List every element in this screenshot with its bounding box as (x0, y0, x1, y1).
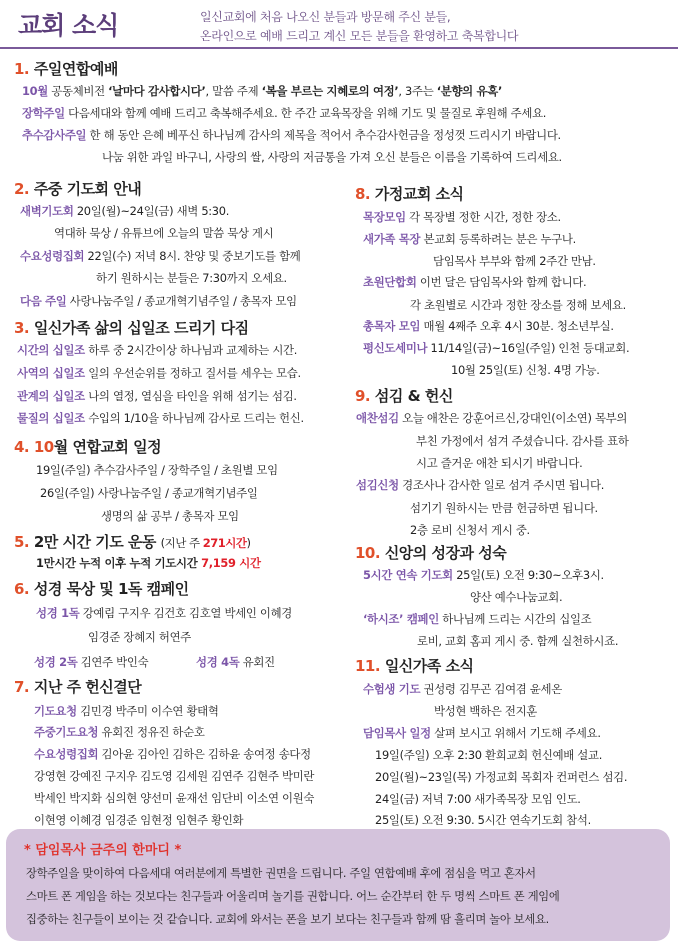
text: ‘분향의 유혹’ (436, 84, 502, 98)
s2-label: 새벽기도회 (20, 204, 74, 218)
section-4-heading (14, 436, 161, 457)
header-subtitle (200, 8, 518, 46)
section-3-heading (14, 317, 249, 338)
s6-label: 성경 1독 (36, 606, 80, 620)
s9-line-6: 2층 로비 신청서 게시 중. (410, 523, 530, 537)
s2-line-3 (20, 249, 300, 263)
s10-line-1 (363, 568, 604, 582)
s6-label: 성경 2독 (34, 655, 78, 669)
s6-line-3b (196, 655, 275, 669)
section-number: 5. (14, 533, 30, 551)
section-title: 월 연합교회 일정 (53, 438, 162, 456)
s11-line-6: 24일(금) 저녁 7:00 새가족목장 모임 인도. (375, 792, 581, 806)
s2-line-5 (20, 294, 297, 308)
text: ‘날마다 감사합시다’ (108, 84, 206, 98)
section-number: 3. (14, 319, 30, 337)
s10-line-4: 로비, 교회 홈피 게시 중. 함께 실천하시죠. (417, 634, 619, 648)
s7-line-2 (34, 725, 205, 739)
s2-label: 다음 주일 (20, 294, 67, 308)
text: ) (246, 536, 251, 550)
s8-label: 평신도세미나 (363, 341, 428, 355)
section-title: 주중 기도회 안내 (33, 180, 142, 198)
s9-line-1 (356, 411, 627, 425)
s9-label: 섬김신청 (356, 478, 399, 492)
s2-line-2: 역대하 묵상 / 유튜브에 오늘의 말씀 묵상 게시 (54, 226, 274, 240)
section-title: 성경 묵상 및 1독 캠페인 (33, 580, 189, 598)
s7-line-4: 강영현 강예진 구지우 김도영 김세원 김연주 김현주 박미란 (34, 769, 315, 783)
s9-line-4 (356, 478, 604, 492)
section-title: 일신가족 삶의 십일조 드리기 다짐 (33, 319, 249, 337)
text: 김아윤 김아인 김하은 김하윤 송여정 송다정 (98, 747, 311, 761)
s9-label: 애찬섬김 (356, 411, 399, 425)
s6-line-3 (34, 655, 148, 669)
text: 김연주 박인숙 (77, 655, 149, 669)
section-1-heading (14, 58, 118, 79)
s11-line-3 (363, 726, 601, 740)
s7-label: 수요성령집회 (34, 747, 99, 761)
s10-line-3 (363, 612, 591, 626)
section-11-heading (355, 655, 473, 676)
text: 사랑나눔주일 / 종교개혁기념주일 / 총목자 모임 (66, 294, 297, 308)
s4-line-1: 19일(주일) 추수감사주일 / 장학주일 / 초원별 모임 (36, 463, 278, 477)
section-title: 가정교회 소식 (374, 185, 464, 203)
section-number: 1. (14, 60, 30, 78)
s7-line-3 (34, 747, 311, 761)
s1-label: 장학주일 (22, 106, 65, 120)
s7-label: 주중기도요청 (34, 725, 99, 739)
text: 오늘 애찬은 강훈어르신,강대인(이소연) 목부의 (398, 411, 628, 425)
s9-line-5: 섬기기 원하시는 만큼 헌금하면 됩니다. (410, 501, 598, 515)
pastor-message-line-1: 장학주일을 맞이하여 다음세대 여러분에게 특별한 권면을 드립니다. 주일 연합예배 후에 점심을 먹고 혼자서 (26, 867, 536, 880)
text: , 3주는 (398, 84, 437, 98)
pastor-message-line-3: 집중하는 친구들이 보이는 것 같습니다. 교회에 와서는 폰을 보기 보다는 친구들과 함께 땀 흘리며 놀아 보세요. (26, 913, 549, 926)
section-5-heading (14, 531, 251, 552)
s2-line-1 (20, 204, 229, 218)
section-10-heading (355, 542, 506, 563)
text: 25일(토) 오전 9:30~오후3시. (452, 568, 604, 582)
s10-line-2: 양산 예수나눔교회. (470, 590, 563, 604)
text: 하나님께 드리는 시간의 십일조 (438, 612, 592, 626)
section-title: 지난 주 헌신결단 (33, 678, 142, 696)
pastor-message-box (6, 829, 670, 941)
text: 살펴 보시고 위해서 기도해 주세요. (430, 726, 601, 740)
text: ‘복을 부르는 지혜로의 여정’ (261, 84, 399, 98)
text: 11/14일(금)~16일(주일) 인천 등대교회. (427, 341, 630, 355)
section-number: 10. (355, 544, 381, 562)
s11-label: 담임목사 일정 (363, 726, 431, 740)
text: 일의 우선순위를 정하고 질서를 세우는 모습. (84, 366, 301, 380)
s2-line-4: 하기 원하시는 분들은 7:30까지 오세요. (96, 271, 287, 285)
s4-line-2: 26일(주일) 사랑나눔주일 / 종교개혁기념주일 (40, 486, 258, 500)
s1-label: 추수감사주일 (22, 128, 87, 142)
text: 김민경 박주미 이수연 황태혁 (76, 704, 219, 718)
text: 본교회 등록하려는 분은 누구나. (420, 232, 576, 246)
subtitle-line-1: 일신교회에 처음 나오신 분들과 방문해 주신 분들, (200, 10, 451, 24)
s7-label: 기도요청 (34, 704, 77, 718)
s1-line-1 (22, 84, 502, 98)
section-8-heading (355, 183, 464, 204)
s11-label: 수험생 기도 (363, 682, 421, 696)
s3-label: 시간의 십일조 (17, 343, 85, 357)
s8-line-2 (363, 232, 576, 246)
section-2-heading (14, 178, 141, 199)
pastor-message-line-2: 스마트 폰 게임을 하는 것보다는 친구들과 어울리며 놀기를 권합니다. 어느 순간부터 한 두 명씩 스마트 폰 게임에 (26, 890, 560, 903)
s1-line-3 (22, 128, 561, 142)
s9-line-2: 부친 가정에서 섬겨 주셨습니다. 감사를 표하 (416, 434, 629, 448)
s8-label: 총목자 모임 (363, 319, 421, 333)
section-number: 4. (14, 438, 30, 456)
text: 공동체비전 (47, 84, 109, 98)
s6-line-1 (36, 606, 292, 620)
text: (지난 주 (160, 536, 203, 550)
s8-line-1 (363, 210, 561, 224)
section-number: 8. (355, 185, 371, 203)
text: 이번 달은 담임목사와 함께 합니다. (416, 275, 587, 289)
section-9-heading (355, 385, 453, 406)
s11-line-2: 박성현 백하은 전지훈 (434, 704, 537, 718)
text: 22일(수) 저녁 8시. 찬양 및 중보기도를 함께 (84, 249, 301, 263)
s8-line-4 (363, 275, 586, 289)
text: 권성령 김무곤 김여겸 윤세온 (420, 682, 562, 696)
pastor-message-title: * 담임목사 금주의 한마디 * (24, 843, 182, 858)
s1-label: 10월 (22, 84, 48, 98)
s3-line-4 (17, 411, 304, 425)
s11-line-1 (363, 682, 562, 696)
text: 나의 열정, 열심을 타인을 위해 섬기는 섬김. (84, 389, 297, 403)
text: 7,159 시간 (201, 556, 261, 570)
page-title: 교회 소식 (18, 11, 119, 40)
s3-label: 관계의 십일조 (17, 389, 85, 403)
s8-label: 새가족 목장 (363, 232, 421, 246)
s8-line-3: 담임목사 부부와 함께 2주간 만남. (433, 254, 596, 268)
s10-label: ‘하시조’ 캠페인 (363, 612, 439, 626)
s3-line-1 (17, 343, 297, 357)
s5-line-1 (36, 556, 261, 570)
s9-line-3: 시고 즐거운 애찬 되시기 바랍니다. (416, 456, 583, 470)
s11-line-5: 20일(월)~23일(목) 가정교회 목회자 컨퍼런스 섬김. (375, 770, 628, 784)
section-number: 11. (355, 657, 381, 675)
s10-label: 5시간 연속 기도회 (363, 568, 453, 582)
s11-line-4: 19일(주일) 오후 2:30 환희교회 헌신예배 설교. (375, 748, 603, 762)
section-number: 6. (14, 580, 30, 598)
s7-line-6: 이현영 이혜경 임경준 임현정 임현주 황인화 (34, 813, 244, 827)
subtitle-line-2: 온라인으로 예배 드리고 계신 모든 분들을 환영하고 축복합니다 (200, 29, 519, 43)
text: 20일(월)~24일(금) 새벽 5:30. (73, 204, 230, 218)
s6-line-2: 임경준 장혜지 허연주 (88, 630, 191, 644)
section-number: 2. (14, 180, 30, 198)
section-7-heading (14, 676, 141, 697)
text: 매월 4째주 오후 4시 30분. 청소년부실. (420, 319, 614, 333)
text: 각 목장별 정한 시간, 정한 장소. (405, 210, 561, 224)
text: 유회진 정유진 하순호 (98, 725, 205, 739)
s6-label: 성경 4독 (196, 655, 240, 669)
section-title: 섬김 & 헌신 (374, 387, 453, 405)
s1-line-2 (22, 106, 546, 120)
s2-label: 수요성령집회 (20, 249, 85, 263)
section-title: 주일연합예배 (33, 60, 118, 78)
s3-line-2 (17, 366, 301, 380)
s3-label: 사역의 십일조 (17, 366, 85, 380)
text: 경조사나 감사한 일로 섬겨 주시면 됩니다. (398, 478, 605, 492)
s8-line-5: 각 초원별로 시간과 정한 장소를 정해 보세요. (410, 298, 626, 312)
section-title: 일신가족 소식 (384, 657, 474, 675)
text: 하루 중 2시간이상 하나님과 교제하는 시간. (84, 343, 298, 357)
text: 유회진 (239, 655, 275, 669)
s1-line-4: 나눔 위한 과일 바구니, 사랑의 쌀, 사랑의 저금통을 가져 오신 분들은 이름을 기록하여 드리세요. (102, 150, 562, 164)
section-number: 9. (355, 387, 371, 405)
s8-line-7 (363, 341, 629, 355)
pastor-message-body (26, 862, 661, 931)
text: 한 해 동안 은혜 베푸신 하나님께 감사의 제목을 적어서 추수감사헌금을 정성껏 드리시기 바랍니다. (86, 128, 561, 142)
text: 수입의 1/10을 하나님께 감사로 드리는 헌신. (84, 411, 304, 425)
s7-line-5: 박세인 박지화 심의현 양선미 윤재선 임단비 이소연 이원숙 (34, 791, 315, 805)
section-6-heading (14, 578, 189, 599)
s8-label: 초원단합회 (363, 275, 417, 289)
text: 다음세대와 함께 예배 드리고 축복해주세요. 한 주간 교육목장을 위해 기도 및 물질로 후원해 주세요. (64, 106, 547, 120)
s3-label: 물질의 십일조 (17, 411, 85, 425)
s8-label: 목장모임 (363, 210, 406, 224)
text: , 말씀 주제 (205, 84, 262, 98)
text: 강예림 구지우 김건호 김호열 박세인 이혜경 (79, 606, 292, 620)
text: 271시간 (202, 536, 247, 550)
section-number: 10 (33, 438, 54, 456)
s8-line-8: 10월 25일(토) 신청. 4명 가능. (451, 363, 600, 377)
header-divider (0, 47, 678, 49)
section-title: 2만 시간 기도 운동 (33, 533, 156, 551)
s3-line-3 (17, 389, 297, 403)
text: 1만시간 누적 이후 누적 기도시간 (36, 556, 202, 570)
section-title: 신앙의 성장과 성숙 (384, 544, 507, 562)
s11-line-7: 25일(토) 오전 9:30. 5시간 연속기도회 참석. (375, 813, 591, 827)
s4-line-3: 생명의 삶 공부 / 총목자 모임 (101, 509, 239, 523)
s7-line-1 (34, 704, 219, 718)
section-number: 7. (14, 678, 30, 696)
s8-line-6 (363, 319, 614, 333)
